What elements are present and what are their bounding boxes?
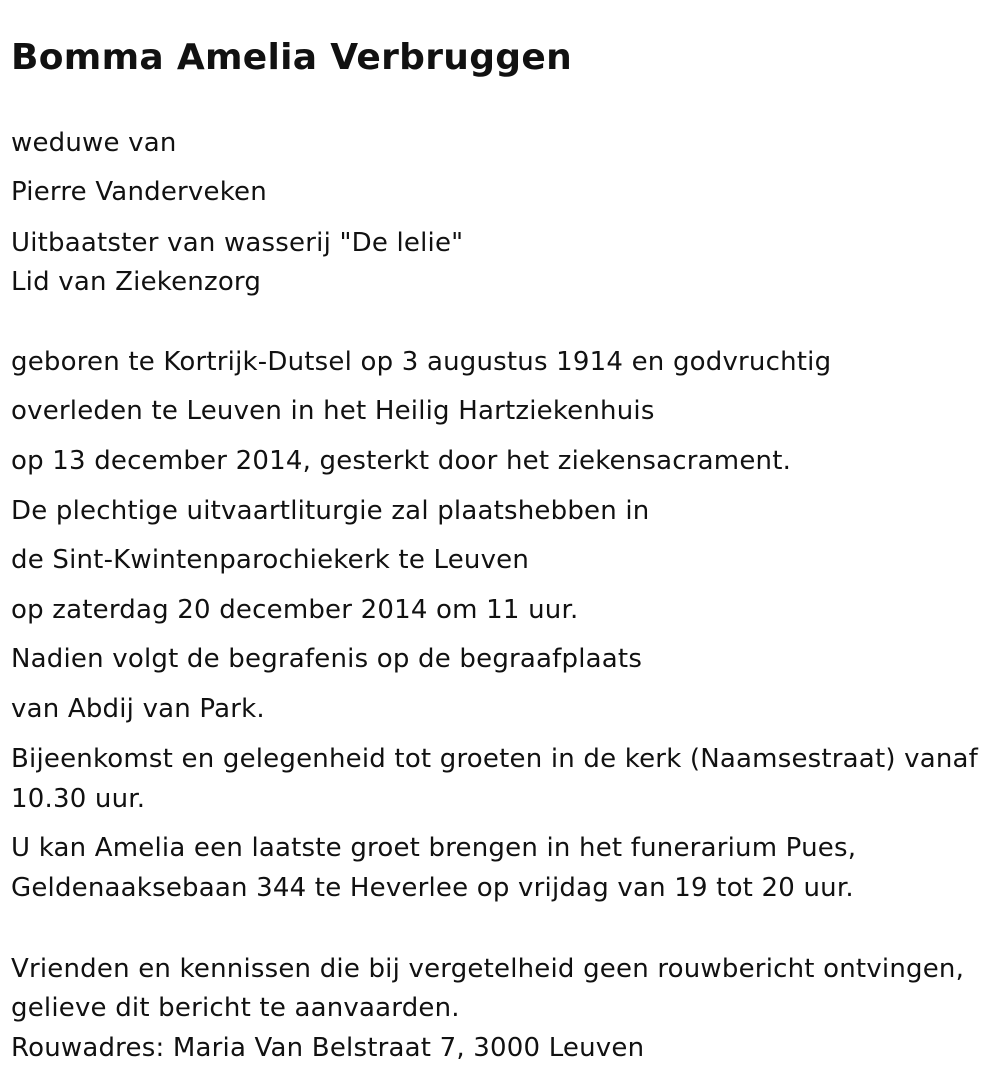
text-line-gathering-time: 10.30 uur. [11,784,146,814]
text-line-church: de Sint-Kwintenparochiekerk te Leuven [11,545,530,575]
text-line-widow-of: weduwe van [11,128,177,158]
text-line-birth: geboren te Kortrijk-Dutsel op 3 augustus 1914 en godvruchtig [11,347,832,377]
text-line-occupation: Uitbaatster van wasserij "De lelie" [11,228,464,258]
text-line-death-date: op 13 december 2014, gesterkt door het ziekensacrament. [11,446,792,476]
text-line-burial: Nadien volgt de begrafenis op de begraafplaats [11,644,643,674]
text-line-funeral-home: U kan Amelia een laatste groet brengen in het funerarium Pues, [11,833,857,863]
text-line-funeral-date: op zaterdag 20 december 2014 om 11 uur. [11,595,579,625]
text-line-funeral-intro: De plechtige uitvaartliturgie zal plaatshebben in [11,496,650,526]
page-title: Bomma Amelia Verbruggen [11,37,573,78]
text-line-cemetery: van Abdij van Park. [11,694,265,724]
text-line-husband-name: Pierre Vanderveken [11,177,267,207]
text-line-notice: Vrienden en kennissen die bij vergetelheid geen rouwbericht ontvingen, [11,954,965,984]
text-line-funeral-home-address: Geldenaaksebaan 344 te Heverlee op vrijdag van 19 tot 20 uur. [11,873,854,903]
text-line-gathering: Bijeenkomst en gelegenheid tot groeten in de kerk (Naamsestraat) vanaf [11,744,979,774]
text-line-notice-cont: gelieve dit bericht te aanvaarden. [11,993,460,1023]
text-line-death-place: overleden te Leuven in het Heilig Hartziekenhuis [11,396,655,426]
text-line-mourning-address: Rouwadres: Maria Van Belstraat 7, 3000 Leuven [11,1033,645,1063]
text-line-membership: Lid van Ziekenzorg [11,267,262,297]
